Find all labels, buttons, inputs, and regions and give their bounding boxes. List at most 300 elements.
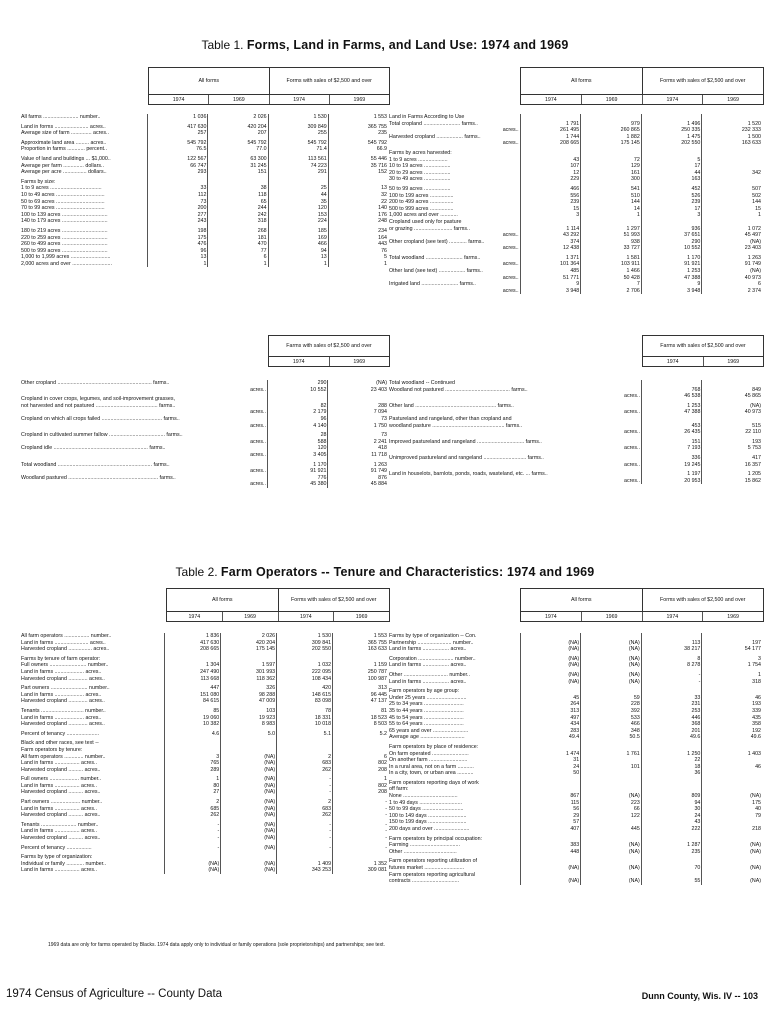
cell-value: 248 [328, 218, 388, 225]
cell-value: 288 [328, 403, 388, 410]
cell-value: 1 496 [641, 121, 702, 128]
cell-value: 35 716 [328, 163, 388, 170]
row-label: Land in farms .................. acres.. [389, 662, 467, 669]
row-label: Land in farms .................... acres.. [21, 691, 102, 698]
cell-value [702, 114, 762, 121]
cell-value: (NA) [221, 767, 277, 774]
table-row [388, 744, 762, 751]
cell-value: 685 [165, 806, 221, 813]
cell-value: - [165, 845, 221, 852]
cell-value: 1 032 [277, 662, 333, 669]
table-row [388, 140, 762, 147]
cell-value: 8 503 [333, 721, 388, 728]
cell-value: 55 [641, 878, 702, 885]
row-label: acres.. [502, 261, 519, 268]
cell-value: (NA) [520, 679, 581, 686]
cell-value [641, 380, 702, 387]
table-row [388, 380, 762, 387]
row-label: contracts ................................ [389, 878, 460, 885]
cell-value: 192 [702, 728, 762, 735]
table-row [388, 261, 762, 268]
cell-value: 1 197 [641, 471, 702, 478]
table-row [20, 721, 388, 728]
cell-value: 82 [267, 403, 328, 410]
cell-value: 876 [328, 475, 388, 482]
cell-value: 260 865 [581, 127, 642, 134]
row-label: 260 to 499 acres ............................... [21, 241, 108, 248]
row-label: Full owners .................... number.. [21, 776, 102, 783]
cell-value: 342 [702, 170, 762, 177]
cell-value: 1 836 [165, 633, 221, 640]
cell-value [641, 858, 702, 865]
cell-value: 66 747 [148, 163, 208, 170]
cell-value: 507 [702, 186, 762, 193]
row-label: Cropland on which all crops failed ......................................... farms.. [21, 415, 180, 422]
row-label: 25 to 34 years ........................... [389, 701, 464, 708]
cell-value [581, 114, 642, 121]
cell-value: (NA) [328, 380, 388, 387]
cell-value: 1 [165, 776, 221, 783]
cell-value: (NA) [581, 646, 642, 653]
cell-value: 103 [221, 708, 277, 715]
cell-value [702, 744, 762, 751]
table-row [388, 439, 762, 446]
cell-value: 936 [641, 226, 702, 233]
table-row [20, 754, 388, 761]
row-label: Total woodland ......................... farms.. [389, 254, 481, 261]
cell-value: 144 [702, 199, 762, 206]
table-row [388, 826, 762, 833]
row-label: Other land (see text) .................. farms.. [389, 268, 483, 275]
table-row [20, 789, 388, 796]
table-row [388, 793, 762, 800]
table-row [20, 468, 388, 475]
cell-value: 407 [520, 826, 581, 833]
row-label: Other .................................... [389, 848, 457, 855]
table-row [388, 268, 762, 275]
cell-value: 56 [520, 806, 581, 813]
cell-value [702, 163, 762, 170]
cell-value: 118 [208, 192, 268, 199]
cell-value [702, 380, 762, 387]
cell-value: (NA) [581, 679, 642, 686]
cell-value: (NA) [702, 865, 762, 872]
cell-value [165, 854, 221, 861]
row-label: Land in farms ....................... acres.. [21, 639, 106, 646]
cell-value: - [277, 828, 333, 835]
cell-value: 94 [641, 800, 702, 807]
cell-value [333, 740, 388, 747]
row-label: Farms by acres harvested: [389, 149, 452, 156]
cell-value: 1 170 [641, 255, 702, 262]
cell-value: 15 [702, 206, 762, 213]
cell-value: 19 923 [221, 715, 277, 722]
cell-value: 208 [333, 767, 388, 774]
table2-title-text: Farm Operators -- Tenure and Characteristics: 1974 and 1969 [220, 565, 595, 579]
cell-value: 867 [520, 793, 581, 800]
cell-value: 1 304 [165, 662, 221, 669]
cell-value: 1 [208, 261, 268, 268]
table-row [20, 445, 388, 452]
row-label: Improved pastureland and rangeland ................................ farms.. [389, 438, 542, 445]
cell-value: 63 300 [208, 156, 268, 163]
cell-value: (NA) [702, 268, 762, 275]
row-label: Other .............................. number.. [389, 671, 470, 678]
cell-value: 65 [208, 199, 268, 206]
cell-value: 1 072 [702, 226, 762, 233]
row-label: 20 to 29 acres .................. [389, 169, 451, 176]
cell-value: 23 403 [702, 245, 762, 252]
cell-value: 9 [641, 281, 702, 288]
table-row [20, 185, 388, 192]
cell-value: 309 081 [333, 867, 388, 874]
cell-value: 144 [581, 199, 642, 206]
row-label: 30 to 49 acres .................. [389, 176, 451, 183]
cell-value: 98 288 [221, 692, 277, 699]
cell-value: 20 953 [641, 478, 702, 485]
cell-value: 447 [165, 685, 221, 692]
cell-value: 268 [208, 228, 268, 235]
cell-value: 8 278 [641, 662, 702, 669]
cell-value: - [333, 799, 388, 806]
cell-value: 470 [208, 241, 268, 248]
row-label: 180 to 219 acres ............................... [21, 227, 108, 234]
table-row [20, 192, 388, 199]
cell-value: 293 [148, 169, 208, 176]
row-label: All farms ........................ number.. [21, 114, 101, 120]
table-row [20, 867, 388, 874]
row-label: 150 to 199 days .......................... [389, 819, 467, 826]
cell-value: 1 [148, 261, 208, 268]
cell-value: 289 [165, 767, 221, 774]
cell-value: 6 [208, 254, 268, 261]
table-row [388, 672, 762, 679]
table-row [20, 462, 388, 469]
table-row [20, 179, 388, 186]
cell-value: 309 849 [268, 124, 328, 131]
row-label: off farm: [389, 786, 409, 793]
row-label: 65 years and over ........................ [389, 727, 469, 734]
cell-value [520, 786, 581, 793]
row-label: Land in farms .................. acres.. [389, 646, 467, 653]
cell-value [208, 179, 268, 186]
cell-value: 223 [581, 800, 642, 807]
table-row [20, 212, 388, 219]
table-row [20, 241, 388, 248]
row-label: None ..................................... [389, 793, 458, 800]
row-label: acres.. [250, 481, 266, 488]
cell-value [520, 150, 581, 157]
table-row [20, 124, 388, 131]
cell-value: 2 026 [221, 633, 277, 640]
cell-value: (NA) [581, 849, 642, 856]
row-label: On another farm .......................... [389, 757, 468, 764]
cell-value [520, 633, 581, 640]
cell-value: (NA) [520, 656, 581, 663]
cell-value [702, 633, 762, 640]
cell-value: 35 [268, 199, 328, 206]
table-row [388, 688, 762, 695]
cell-value: (NA) [165, 867, 221, 874]
table-row [388, 239, 762, 246]
cell-value: 80 [165, 783, 221, 790]
table-row [388, 462, 762, 469]
row-label: acres.. [624, 477, 640, 484]
cell-value: 261 495 [520, 127, 581, 134]
cell-value: 250 787 [333, 669, 388, 676]
cell-value: 45 497 [702, 232, 762, 239]
cell-value: 7 193 [641, 445, 702, 452]
cell-value: 17 [641, 163, 702, 170]
cell-value [702, 836, 762, 843]
cell-value: 283 [520, 728, 581, 735]
cell-value: 50.5 [581, 734, 642, 741]
row-label: Harvested cropland .......... acres.. [21, 835, 101, 842]
cell-value: 96 445 [333, 692, 388, 699]
cell-value [581, 858, 642, 865]
table-row [20, 646, 388, 653]
cell-value: - [165, 822, 221, 829]
table-row [388, 199, 762, 206]
table-row [388, 806, 762, 813]
row-label: Harvested cropland .......... acres.. [21, 766, 101, 773]
cell-value: 1 520 [702, 121, 762, 128]
cell-value: 420 204 [208, 124, 268, 131]
cell-value: 1 475 [641, 134, 702, 141]
cell-value: (NA) [520, 640, 581, 647]
cell-value: 2 [165, 799, 221, 806]
cell-value: 118 362 [221, 676, 277, 683]
table-row [20, 261, 388, 268]
row-label: 10 to 19 acres .................. [389, 163, 451, 170]
table-row [388, 471, 762, 478]
cell-value: (NA) [221, 754, 277, 761]
cell-value: (NA) [702, 849, 762, 856]
row-label: 100 to 139 acres ............................... [21, 211, 108, 218]
table-row [20, 828, 388, 835]
table-row [20, 835, 388, 842]
table-row [388, 157, 762, 164]
cell-value: 683 [277, 760, 333, 767]
cell-value: 243 [148, 218, 208, 225]
table-row [20, 783, 388, 790]
cell-value: 112 [148, 192, 208, 199]
cell-value: 222 095 [277, 669, 333, 676]
cell-value: 13 [268, 254, 328, 261]
cell-value: 1 263 [328, 462, 388, 469]
cell-value [520, 858, 581, 865]
table-row [388, 416, 762, 423]
table1-sec2-left-body [20, 380, 388, 488]
cell-value: - [165, 828, 221, 835]
cell-value: 291 [268, 169, 328, 176]
cell-value: 122 567 [148, 156, 208, 163]
cell-value: 244 [208, 205, 268, 212]
cell-value: 1 500 [702, 134, 762, 141]
cell-value: 57 [520, 819, 581, 826]
cell-value: 383 [520, 842, 581, 849]
cell-value: 36 [641, 770, 702, 777]
cell-value: 1 205 [702, 471, 762, 478]
cell-value: 1 474 [520, 751, 581, 758]
cell-value: 103 911 [581, 261, 642, 268]
cell-value: 96 [267, 416, 328, 423]
cell-value: 5.0 [221, 731, 277, 738]
row-label: acres.. [250, 386, 266, 393]
table-row [20, 228, 388, 235]
cell-value: 5 753 [702, 445, 762, 452]
footer-publication: 1974 Census of Agriculture -- County Data [6, 988, 223, 1000]
cell-value: 96 [148, 248, 208, 255]
row-label: Part owners .................... number.. [21, 799, 103, 806]
table-row [388, 409, 762, 416]
table-row [388, 245, 762, 252]
cell-value: 485 [520, 268, 581, 275]
cell-value [641, 114, 702, 121]
table1-sec2-right-header: Farms with sales of $2,500 and over 1974 1969 [642, 335, 764, 367]
table-row [388, 134, 762, 141]
cell-value: 73 [328, 432, 388, 439]
cell-value: 15 862 [702, 478, 762, 485]
cell-value [581, 219, 642, 226]
row-label: 10 to 49 acres ................................. [21, 191, 105, 198]
cell-value: 7 [581, 281, 642, 288]
table-row [388, 232, 762, 239]
row-label: Unimproved pastureland and rangeland ............................. farms.. [389, 454, 544, 461]
cell-value: 33 [641, 695, 702, 702]
cell-value: 301 993 [221, 669, 277, 676]
cell-value [221, 656, 277, 663]
cell-value: 19 060 [165, 715, 221, 722]
cell-value: 392 [581, 708, 642, 715]
row-label: acres.. [250, 409, 266, 416]
cell-value: - [165, 835, 221, 842]
cell-value: 802 [333, 760, 388, 767]
row-label: Land in farms .................... acres.. [21, 668, 102, 675]
cell-value: 533 [581, 715, 642, 722]
cell-value: 153 [268, 212, 328, 219]
table-row [20, 656, 388, 663]
cell-value: 40 973 [702, 275, 762, 282]
row-label: Land in houselots, barnlots, ponds, roads, wasteland, etc. ... farms.. [389, 471, 548, 478]
table-row [388, 121, 762, 128]
cell-value: 526 [641, 193, 702, 200]
cell-value [641, 872, 702, 879]
row-label: Farm operators by age group: [389, 688, 460, 695]
table-row [388, 281, 762, 288]
cell-value: 545 792 [208, 140, 268, 147]
cell-value: 43 292 [520, 232, 581, 239]
row-label: 50 to 99 acres .................. [389, 185, 451, 192]
cell-value: 1 250 [641, 751, 702, 758]
cell-value: 163 633 [333, 646, 388, 653]
table-row [388, 403, 762, 410]
cell-value: 181 [208, 235, 268, 242]
table-row [20, 760, 388, 767]
table-row [388, 786, 762, 793]
cell-value: 239 [520, 199, 581, 206]
table-row [20, 218, 388, 225]
cell-value: 1 [333, 776, 388, 783]
cell-value: 466 [581, 721, 642, 728]
row-label: Farm operators by principal occupation: [389, 835, 483, 842]
table-row [20, 423, 388, 430]
cell-value: 44 [641, 170, 702, 177]
table-row [388, 858, 762, 865]
row-label: Farming .................................. [389, 842, 460, 849]
table-row [20, 676, 388, 683]
cell-value: 14 [581, 206, 642, 213]
cell-value: 51 993 [581, 232, 642, 239]
cell-value [581, 819, 642, 826]
cell-value: 5.1 [277, 731, 333, 738]
table-row [388, 219, 762, 226]
table-row [20, 812, 388, 819]
cell-value [221, 740, 277, 747]
cell-value: 1 [328, 261, 388, 268]
cell-value [148, 179, 208, 186]
table-row [388, 813, 762, 820]
cell-value: (NA) [221, 789, 277, 796]
table-row [20, 380, 388, 387]
cell-value: 70 [641, 865, 702, 872]
row-label: Woodland pastured ............................................................. farms.. [21, 474, 176, 481]
cell-value: 207 [208, 130, 268, 137]
table1-left-body [20, 114, 388, 267]
cell-value: 33 [148, 185, 208, 192]
cell-value: 1 761 [581, 751, 642, 758]
cell-value: 1 036 [148, 114, 208, 121]
table-row [388, 127, 762, 134]
row-label: Cropland used only for pasture [389, 218, 462, 225]
cell-value [268, 179, 328, 186]
row-label: Pastureland and rangeland, other than cropland and [389, 415, 512, 422]
cell-value: 418 [328, 445, 388, 452]
cell-value: 161 [581, 170, 642, 177]
cell-value: (NA) [221, 776, 277, 783]
cell-value: 776 [267, 475, 328, 482]
cell-value: 18 523 [333, 715, 388, 722]
cell-value: 10 018 [277, 721, 333, 728]
table-row [20, 205, 388, 212]
table-row [388, 721, 762, 728]
cell-value: 1 114 [520, 226, 581, 233]
cell-value: 443 [328, 241, 388, 248]
table2-footnote: 1969 data are only for farms operated by Blacks. 1974 data apply only to individual or family operations (sole proprietorships) and partnerships; see text. [48, 942, 385, 948]
cell-value: 113 [641, 640, 702, 647]
table-row [388, 728, 762, 735]
cell-value: 175 145 [221, 646, 277, 653]
cell-value: 208 665 [165, 646, 221, 653]
cell-value [641, 744, 702, 751]
cell-value: 497 [520, 715, 581, 722]
cell-value: 452 [641, 186, 702, 193]
table1-right-header: All forms Forms with sales of $2,500 and over 1974 1969 1974 1969 [520, 67, 764, 105]
cell-value: 1 754 [702, 662, 762, 669]
cell-value: 59 [581, 695, 642, 702]
table-row [388, 701, 762, 708]
cell-value: 4 140 [267, 423, 328, 430]
cell-value [702, 150, 762, 157]
cell-value [641, 688, 702, 695]
cell-value: 683 [277, 806, 333, 813]
cell-value [702, 757, 762, 764]
cell-value: 1 [702, 672, 762, 679]
cell-value [641, 836, 702, 843]
table2-left-body [20, 633, 388, 874]
table-row [20, 199, 388, 206]
cell-value [702, 786, 762, 793]
